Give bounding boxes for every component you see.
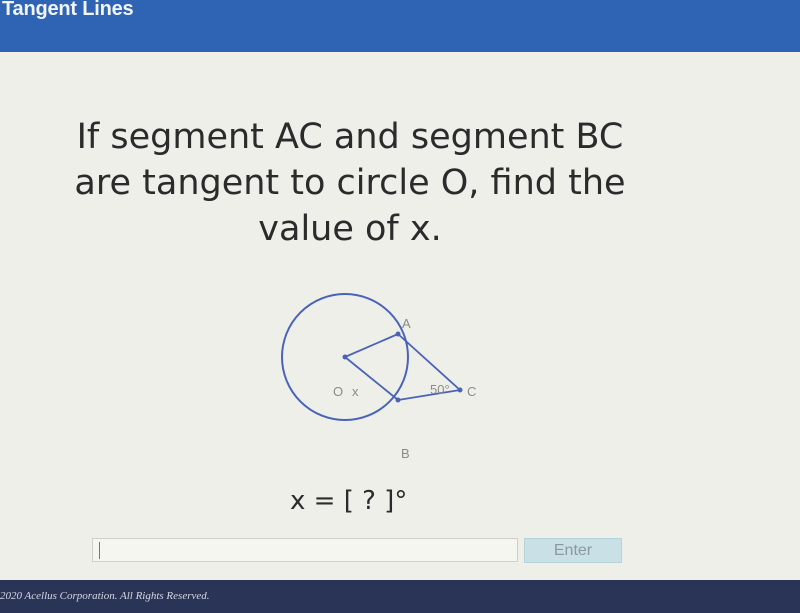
question-panel [0, 52, 800, 580]
label-b: B [401, 446, 410, 461]
answer-prompt: x = [ ? ]° [290, 486, 408, 516]
label-angle-c: 50° [430, 382, 450, 397]
radius-oa [345, 334, 398, 357]
footer-bar [0, 580, 800, 613]
point-b [396, 398, 401, 403]
point-o [343, 355, 348, 360]
label-x: x [352, 384, 359, 399]
question-text [40, 114, 660, 252]
point-a [396, 332, 401, 337]
label-c: C [467, 384, 477, 399]
label-o: O [333, 384, 344, 399]
enter-button[interactable]: Enter [524, 538, 622, 563]
tangent-bc [398, 390, 460, 400]
answer-input[interactable] [92, 538, 518, 562]
text-caret [99, 542, 100, 559]
point-c [458, 388, 463, 393]
copyright-text: 2020 Acellus Corporation. All Rights Reserved. [0, 590, 210, 602]
lesson-title: Tangent Lines [2, 0, 134, 20]
question-line-1: If segment AC and segment BC [76, 117, 624, 157]
label-a: A [402, 316, 411, 331]
question-line-3: value of x. [258, 209, 442, 249]
question-line-2: are tangent to circle O, find the [74, 163, 626, 203]
tangent-diagram [270, 262, 510, 462]
header-bar [0, 0, 800, 52]
